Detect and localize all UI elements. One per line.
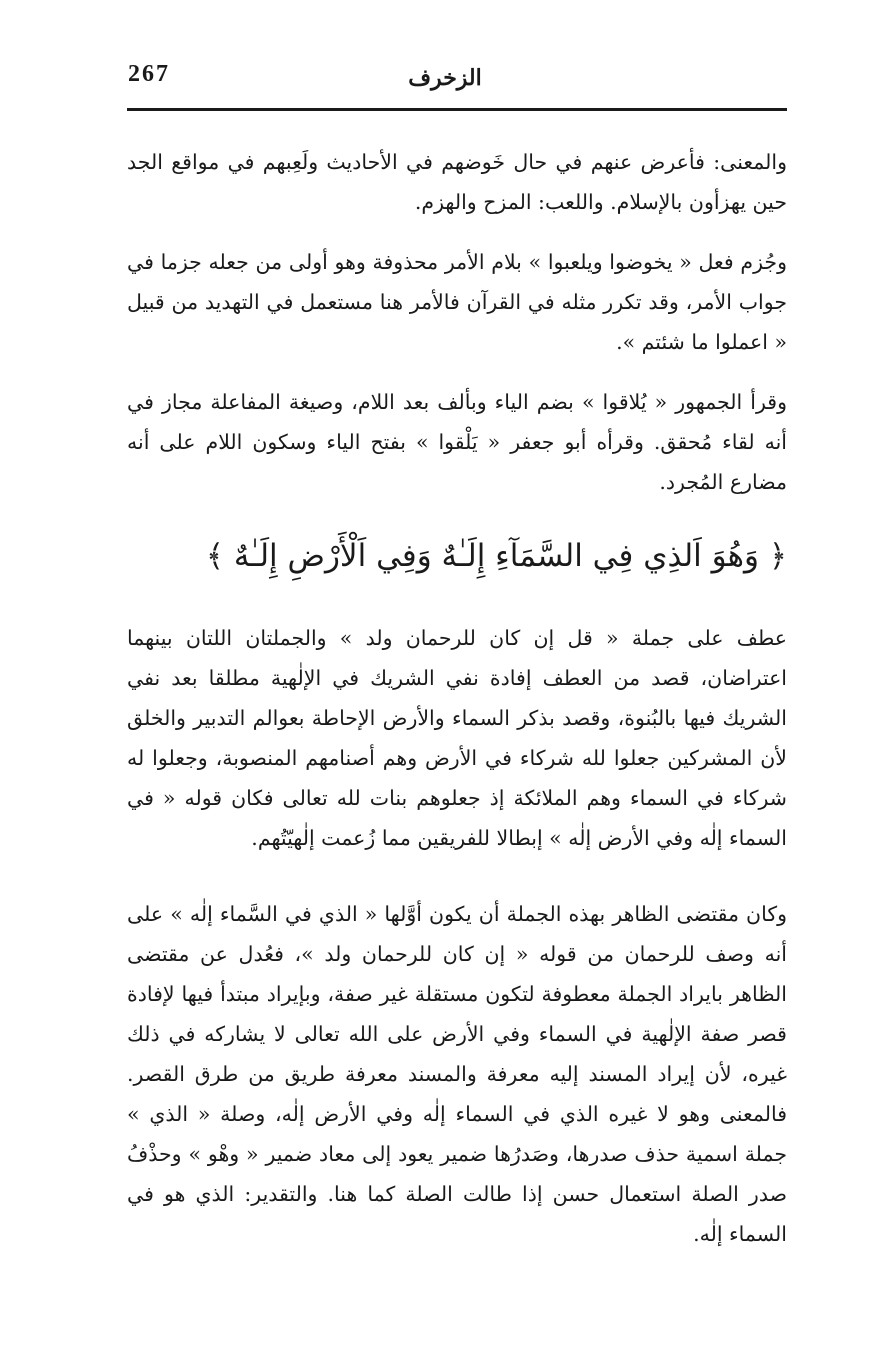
paragraph: وكان مقتضى الظاهر بهذه الجملة أن يكون أوَّلها « الذي في السَّماء إلٰه » على أنه وصف للرحمان من قوله « إن كان للرحمان ولد »، فعُدل عن مقتضى الظاهر بايراد الجملة معطوفة لتكون مستقلة غير صفة، وبإيراد مبتدأ فيها لإفادة قصر صفة الإلٰهية في السماء وفي الأرض على الله تعالى لا يشاركه في ذلك غيره، لأن إيراد المسند إليه معرفة والمسند معرفة طريق من طرق القصر. فالمعنى وهو لا غيره الذي في السماء إلٰه وفي الأرض إلٰه، وصلة « الذي » جملة اسمية حذف صدرها، وصَدرُها ضمير يعود إلى معاد ضمير « وهْو » وحذْفُ صدر الصلة استعمال حسن إذا طالت الصلة كما هنا. والتقدير: الذي هو في السماء إلٰه. [127, 902, 787, 1246]
paragraph: وقرأ الجمهور « يُلاقوا » بضم الياء وبألف بعد اللام، وصيغة المفاعلة مجاز في أنه لقاء مُحقق. وقرأه أبو جعفر « يَلْقوا » بفتح الياء وسكون اللام على أنه مضارع المُجرد. [127, 390, 787, 494]
page-number: 267 [128, 61, 170, 87]
paragraph: والمعنى: فأعرض عنهم في حال خَوضهم في الأحاديث ولَعِبهم في مواقع الجد حين يهزأون بالإسلام. واللعب: المزح والهزم. [127, 150, 787, 214]
paragraph: عطف على جملة « قل إن كان للرحمان ولد » والجملتان اللتان بينهما اعتراضان، قصد من العطف إفادة نفي الشريك في الإلٰهية مطلقا بعد نفي الشريك فيها بالبُنوة، وقصد بذكر السماء والأرض الإحاطة بعوالم التدبير والخلق لأن المشركين جعلوا لله شركاء في الأرض وهم أصنامهم المنصوبة، وجعلوا له شركاء في السماء وهم الملائكة إذ جعلوهم بنات لله تعالى فكان قوله « في السماء إلٰه وفي الأرض إلٰه » إبطالا للفريقين مما زُعمت إلٰهيّتُهم. [127, 626, 787, 850]
page-header [0, 55, 890, 105]
paragraph: وجُزم فعل « يخوضوا ويلعبوا » بلام الأمر محذوفة وهو أولى من جعله جزما في جواب الأمر، وقد تكرر مثله في القرآن فالأمر هنا مستعمل في التهديد من قبيل « اعملوا ما شئتم ». [127, 250, 787, 354]
header-rule [127, 108, 787, 111]
running-title: الزخرف [408, 65, 482, 91]
quran-verse: ﴿ وَهُوَ اَلذِي فِي السَّمَآءِ إِلَـٰهٌ وَفِي اَلْأَرْضِ إِلَـٰهٌ ﴾ [205, 538, 787, 574]
page-body [127, 142, 787, 1274]
